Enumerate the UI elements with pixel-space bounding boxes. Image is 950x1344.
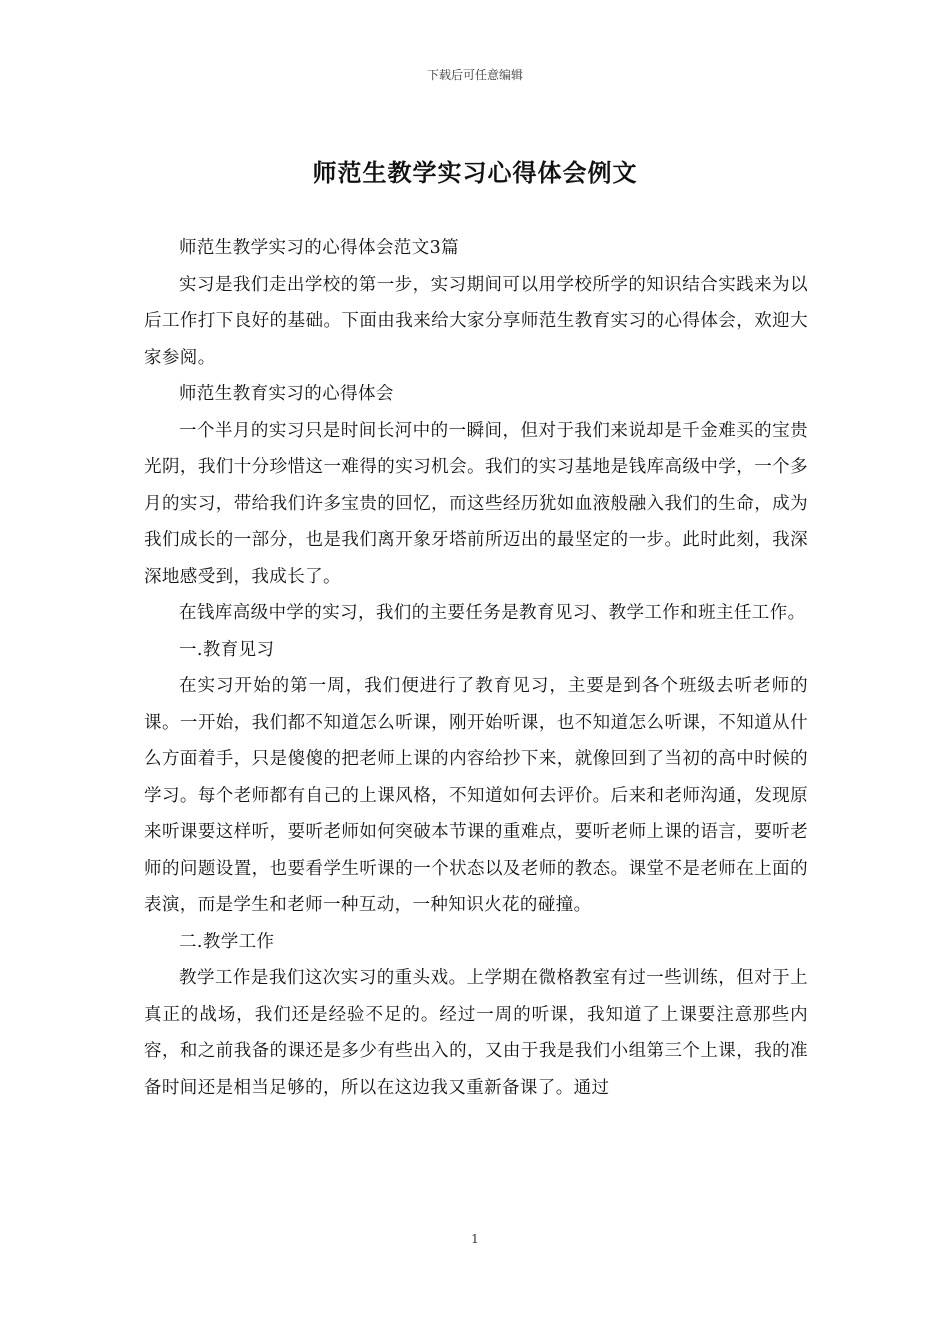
- body-paragraph: 在实习开始的第一周，我们便进行了教育见习，主要是到各个班级去听老师的课。一开始，我们都不知道怎么听课，刚开始听课，也不知道怎么听课，不知道从什么方面着手，只是傻傻的把老师上课的内容给抄下来，就像回到了当初的高中时候的学习。每个老师都有自己的上课风格，不知道如何去评价。后来和老师沟通，发现原来听课要这样听，要听老师如何突破本节课的重难点，要听老师上课的语言，要听老师的问题设置，也要看学生听课的一个状态以及老师的教态。课堂不是老师在上面的表演，而是学生和老师一种互动，一种知识火花的碰撞。: [144, 676, 808, 915]
- header-note: 下载后可任意编辑: [426, 68, 523, 82]
- section-heading: 师范生教育实习的心得体会: [179, 384, 394, 404]
- document-title: 师范生教学实习心得体会例文: [312, 158, 638, 187]
- document-body: [144, 230, 808, 1106]
- body-paragraph: 教学工作是我们这次实习的重头戏。上学期在微格教室有过一些训练，但对于上真正的战场，我们还是经验不足的。经过一周的听课，我知道了上课要注意那些内容，和之前我备的课还是多少有些出入的，又由于我是我们小组第三个上课，我的准备时间还是相当足够的，所以在这边我又重新备课了。通过: [144, 968, 808, 1098]
- intro-paragraph: 实习是我们走出学校的第一步，实习期间可以用学校所学的知识结合实践来为以后工作打下良好的基础。下面由我来给大家分享师范生教育实习的心得体会，欢迎大家参阅。: [144, 274, 808, 368]
- subtitle-paragraph: 师范生教学实习的心得体会范文3篇: [179, 238, 460, 258]
- section-heading: 二.教学工作: [179, 931, 275, 952]
- section-heading: 一.教育见习: [179, 639, 275, 660]
- body-paragraph: 在钱库高级中学的实习，我们的主要任务是教育见习、教学工作和班主任工作。: [179, 603, 806, 623]
- body-paragraph: 一个半月的实习只是时间长河中的一瞬间，但对于我们来说却是千金难买的宝贵光阴，我们十分珍惜这一难得的实习机会。我们的实习基地是钱库高级中学，一个多月的实习，带给我们许多宝贵的回忆，而这些经历犹如血液般融入我们的生命，成为我们成长的一部分，也是我们离开象牙塔前所迈出的最坚定的一步。此时此刻，我深深地感受到，我成长了。: [144, 420, 808, 587]
- page-number: 1: [471, 1232, 479, 1246]
